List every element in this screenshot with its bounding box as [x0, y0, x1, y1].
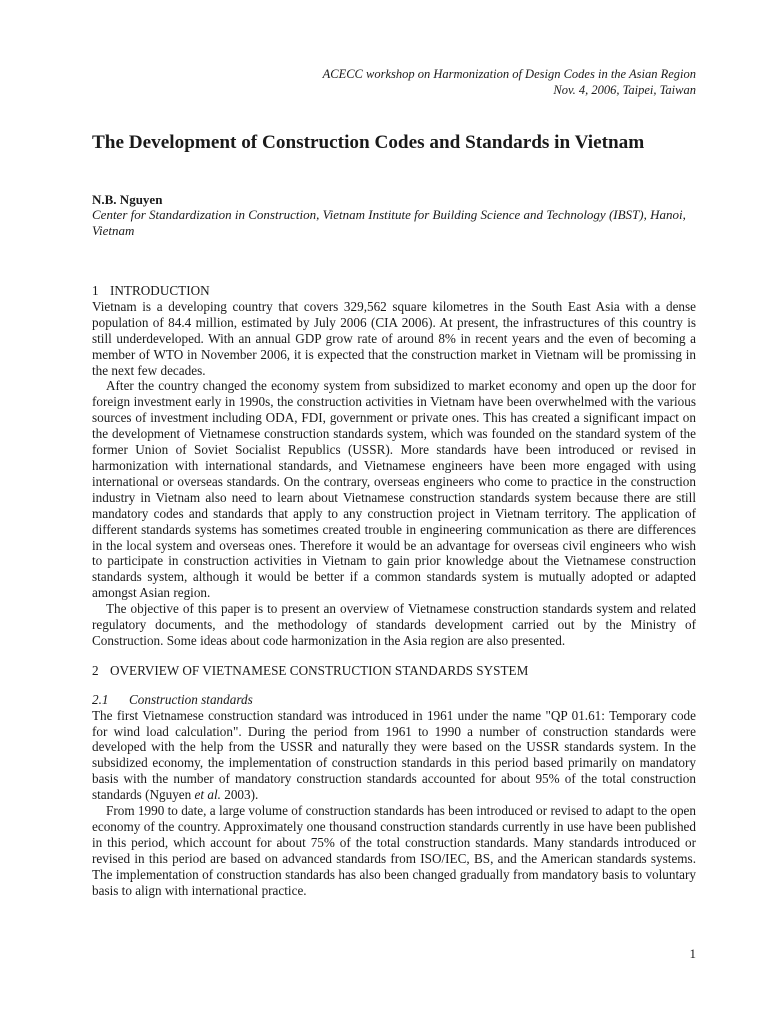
running-header [323, 66, 696, 98]
intro-paragraph-2: After the country changed the economy system from subsidized to market economy and open up the door for foreign investment early in 1990s, the construction activities in Vietnam have been overwhelmed with the various sources of investment including ODA, FDI, government or private ones. This has created a significant impact on the development of Vietnamese construction standards system, which was founded on the standard system of the former Union of Soviet Socialist Republics (USSR). More standards have been introduced or revised in harmonization with international standards, and Vietnamese engineers have been more engaged with using international or overseas standards. On the contrary, overseas engineers who come to practice in the construction industry in Vietnam also need to learn about Vietnamese construction standards system because there are still mandatory codes and standards that apply to any construction project in Vietnam territory. The application of different standards systems has sometimes created trouble in engineering communication as there are differences in the local system and overseas ones. Therefore it would be an advantage for overseas civil engineers who wish to participate in construction activities in Vietnam to gain prior knowledge about the Vietnamese construction standards system, although it would be better if a common standards system is mutually adopted or adapted amongst Asian region. [92, 378, 696, 601]
header-date-line: Nov. 4, 2006, Taipei, Taiwan [553, 83, 696, 97]
spacer [92, 679, 696, 692]
spacer [92, 649, 696, 663]
subsection-title: Construction standards [129, 691, 253, 707]
standards-paragraph-2: From 1990 to date, a large volume of construction standards has been introduced or revised to adapt to the open economy of the country. Approximately one thousand construction standards currently in use have been published in this period, which account for about 75% of the total construction standards. Many standards introduced or revised in this period are based on advanced standards from ISO/IEC, BS, and the American standards systems. The implementation of construction standards has also been changed gradually from mandatory basis to voluntary basis to align with international practice. [92, 803, 696, 898]
paper-page [92, 0, 696, 1024]
subsection-number: 2.1 [92, 691, 109, 707]
author-affiliation: Center for Standardization in Construction, Vietnam Institute for Building Science and Technology (IBST), Hanoi, Vietnam [92, 207, 686, 238]
intro-paragraph-3: The objective of this paper is to present an overview of Vietnamese construction standards system and related regulatory documents, and the methodology of standards development carried out by the Ministry of Construction. Some ideas about code harmonization in the Asia region are also presented. [92, 601, 696, 648]
section-heading-introduction [92, 283, 696, 299]
standards-paragraph-1-text: The first Vietnamese construction standard was introduced in 1961 under the name "QP 01.61: Temporary code for wind load calculation". During the period from 1961 to 1990 a number of construction standards were developed with the help from the USSR and naturally they were based on the USSR standards system. In the subsidized economy, the implementation of construction standards in this period based primarily on mandatory basis with the number of mandatory construction standards accounted for about 95% of the total construction standards (Nguyen [92, 707, 696, 803]
section-number: 2 [92, 662, 99, 678]
section-title: OVERVIEW OF VIETNAMESE CONSTRUCTION STANDARDS SYSTEM [110, 662, 529, 678]
subsection-heading-construction-standards [92, 692, 696, 708]
citation-year: 2003). [220, 787, 259, 803]
author-name: N.B. Nguyen [92, 192, 163, 207]
page-number: 1 [689, 946, 696, 961]
section-heading-overview [92, 663, 696, 679]
intro-paragraph-1: Vietnam is a developing country that covers 329,562 square kilometres in the South East Asia with a dense population of 84.4 million, estimated by July 2006 (CIA 2006). At present, the infrastructures of this country is still underdeveloped. With an annual GDP grow rate of around 8% in recent years and the even of becoming a member of WTO in November 2006, it is expected that the construction market in Vietnam will be promissing in the next few decades. [92, 298, 696, 378]
paper-title: The Development of Construction Codes and Standards in Vietnam [92, 132, 645, 153]
header-workshop-line: ACECC workshop on Harmonization of Design Codes in the Asian Region [322, 67, 696, 81]
paper-body [92, 283, 696, 899]
citation-et-al: et al. [194, 787, 221, 803]
section-title: INTRODUCTION [110, 283, 210, 298]
section-number: 1 [92, 283, 99, 298]
standards-paragraph-1 [92, 708, 696, 803]
